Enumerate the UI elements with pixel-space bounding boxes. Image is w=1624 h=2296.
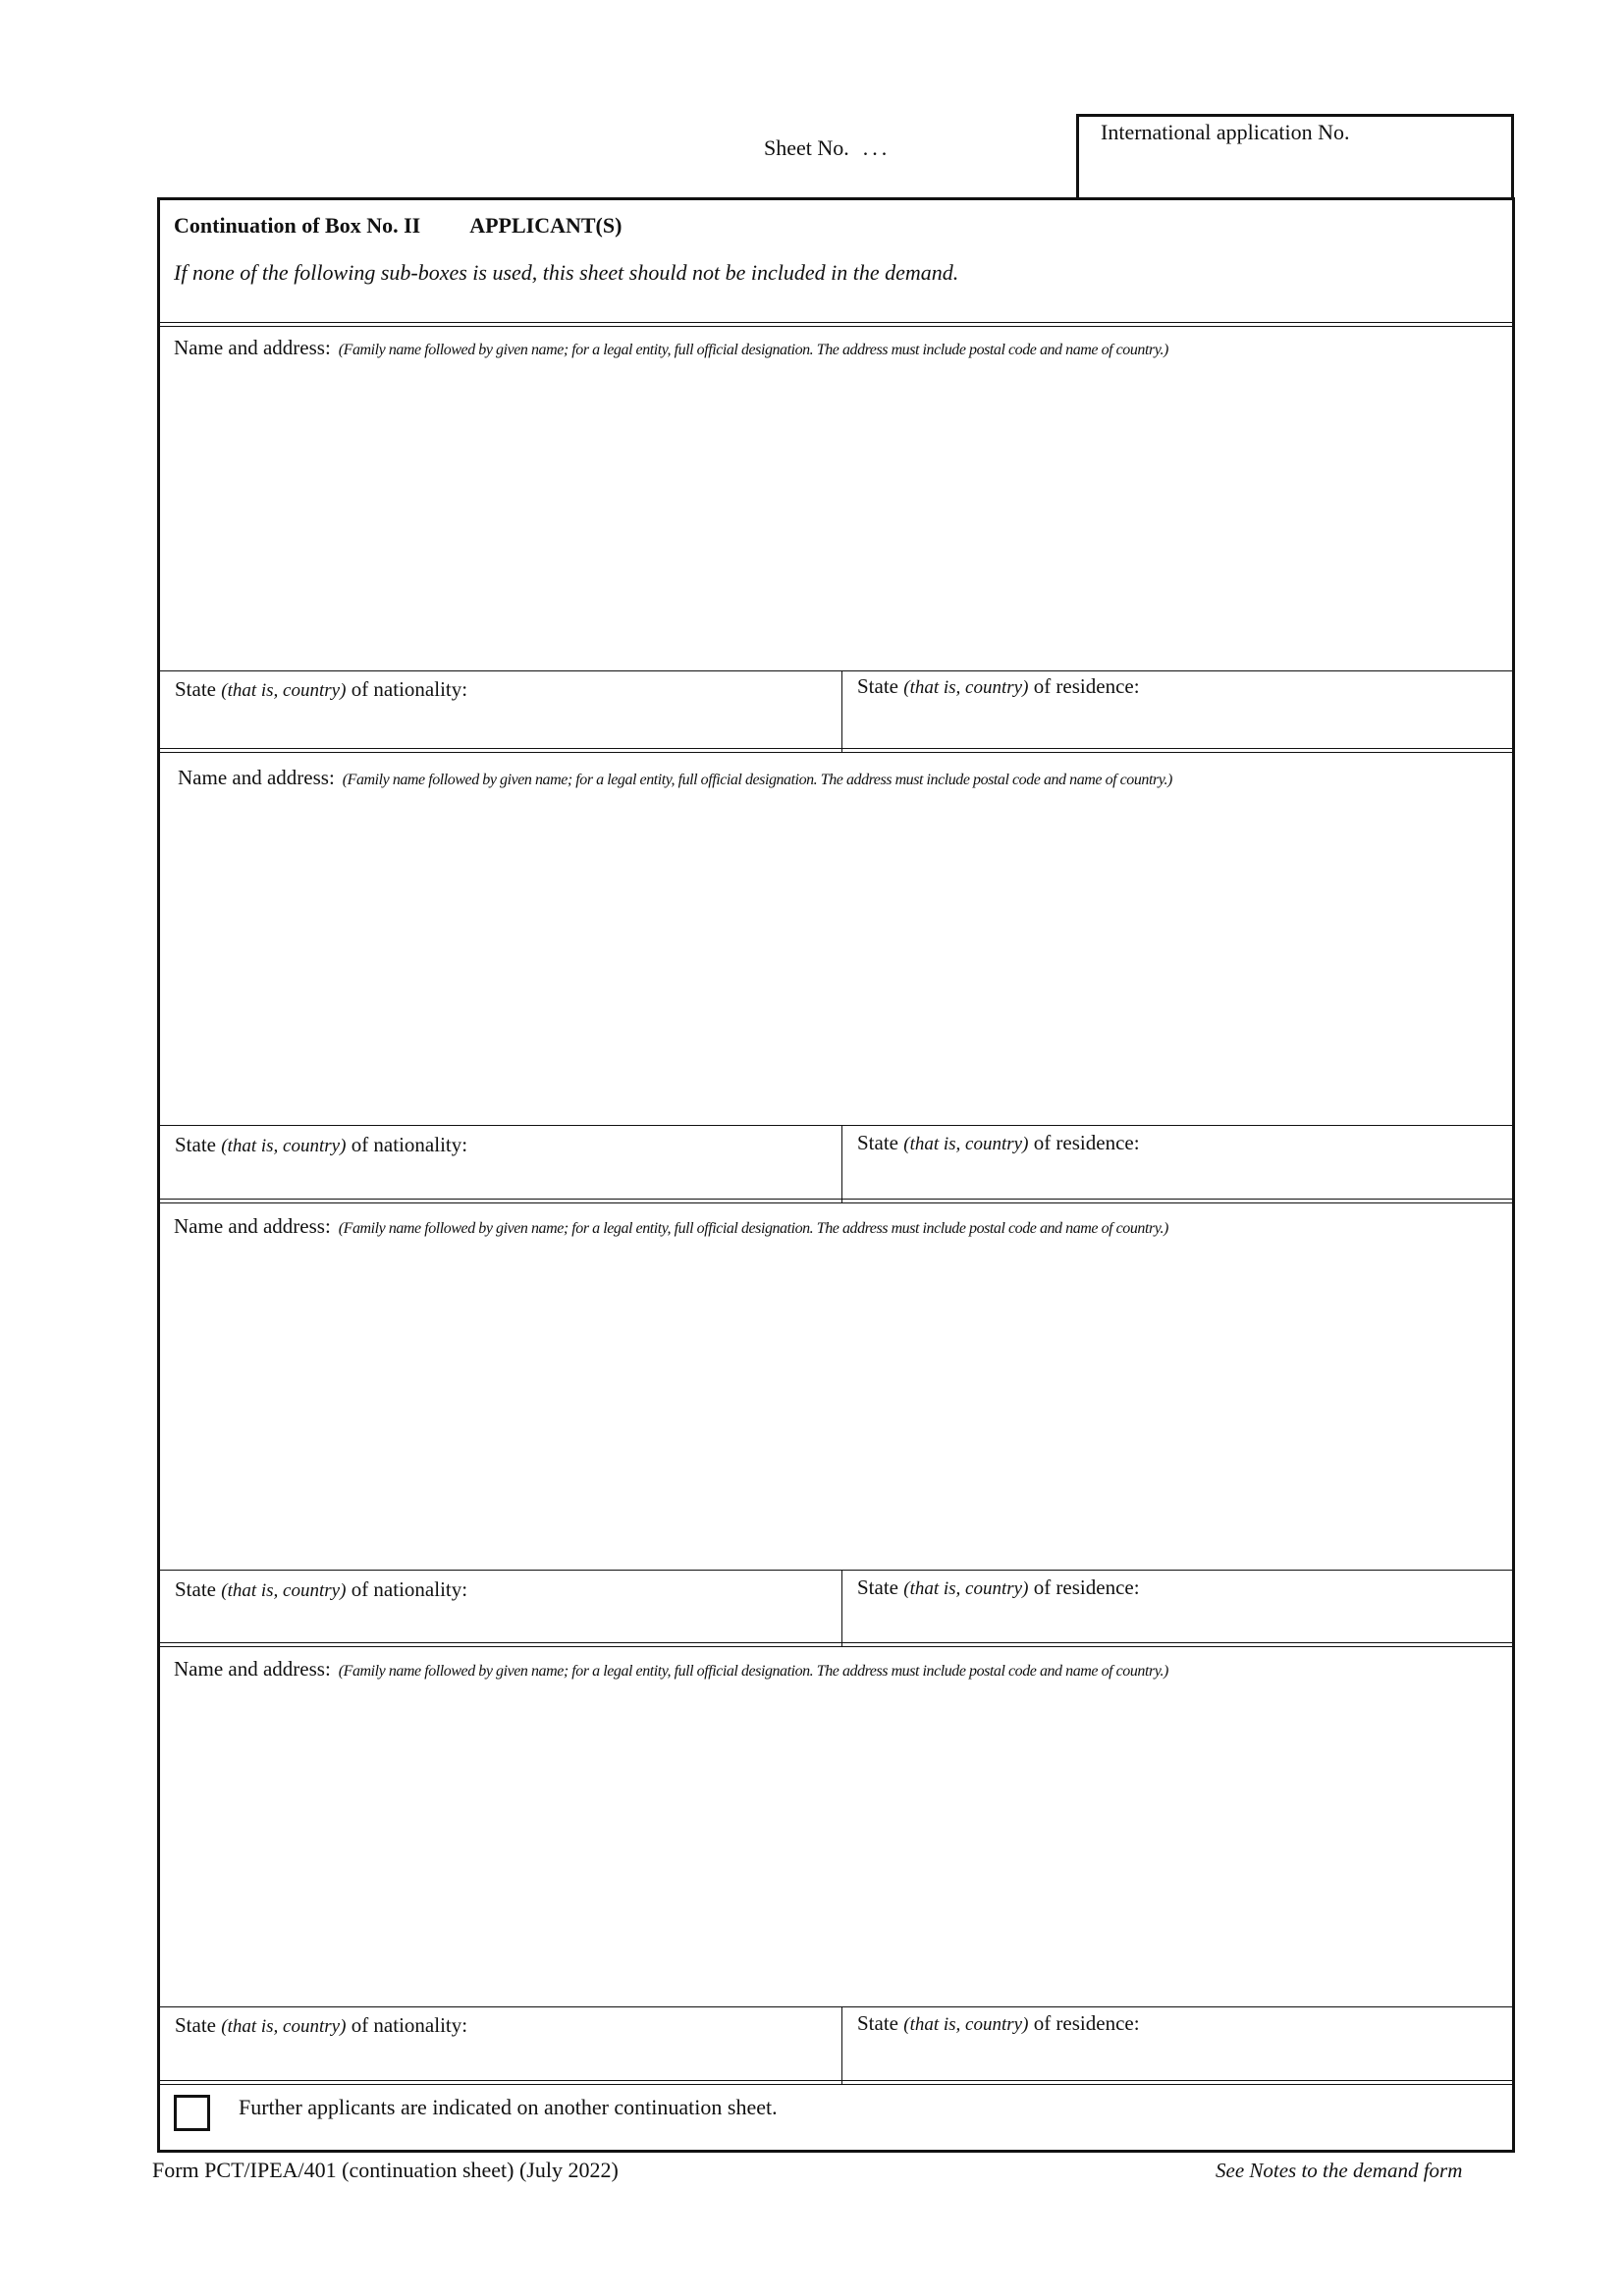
box-number-title: Continuation of Box No. II xyxy=(174,213,421,238)
further-applicants-checkbox[interactable] xyxy=(174,2095,210,2131)
applicant-2-state-divider xyxy=(841,1125,842,1202)
applicant-4-state-divider xyxy=(841,2006,842,2084)
applicant-4-name-address-label: Name and address: (Family name followed by given name; for a legal entity, full official designation. The address must include postal code and name of country.) xyxy=(174,1657,1168,1681)
sheet-number-dots: ... xyxy=(862,135,892,160)
sheet-number xyxy=(764,135,891,161)
applicant-1-state-divider xyxy=(841,670,842,752)
applicant-4-residence-label[interactable]: State (that is, country) of residence: xyxy=(857,2011,1140,2035)
applicants-heading: APPLICANT(S) xyxy=(469,213,623,238)
applicant-1-bottom-divider xyxy=(160,748,1512,753)
applicant-2-name-address-label: Name and address: (Family name followed by given name; for a legal entity, full official designation. The address must include postal code and name of country.) xyxy=(178,766,1172,789)
continuation-box-frame xyxy=(157,197,1515,2153)
applicant-4-nationality-label[interactable]: State (that is, country) of nationality: xyxy=(175,2013,468,2037)
applicant-3-residence-label[interactable]: State (that is, country) of residence: xyxy=(857,1575,1140,1599)
box-title xyxy=(174,213,622,239)
applicant-1-name-address-label: Name and address: (Family name followed by given name; for a legal entity, full official designation. The address must include postal code and name of country.) xyxy=(174,336,1168,359)
box-instruction: If none of the following sub-boxes is used, this sheet should not be included in the demand. xyxy=(174,260,959,285)
applicant-2-residence-label[interactable]: State (that is, country) of residence: xyxy=(857,1131,1140,1154)
applicant-3-nationality-label[interactable]: State (that is, country) of nationality: xyxy=(175,1577,468,1601)
form-identifier: Form PCT/IPEA/401 (continuation sheet) (July 2022) xyxy=(152,2158,619,2182)
applicant-3-state-divider xyxy=(841,1570,842,1646)
applicant-4-name-divider xyxy=(160,2006,1512,2007)
applicant-3-name-divider xyxy=(160,1570,1512,1571)
applicant-2-name-divider xyxy=(160,1125,1512,1126)
sheet-number-label: Sheet No. xyxy=(764,135,849,160)
header-divider xyxy=(160,322,1512,327)
international-application-number-label: International application No. xyxy=(1101,120,1350,144)
applicant-3-bottom-divider xyxy=(160,1642,1512,1647)
applicant-3-name-address-label: Name and address: (Family name followed by given name; for a legal entity, full official designation. The address must include postal code and name of country.) xyxy=(174,1214,1168,1238)
notes-reference: See Notes to the demand form xyxy=(1216,2159,1463,2182)
international-application-number-field[interactable] xyxy=(1076,114,1514,197)
applicant-2-bottom-divider xyxy=(160,1199,1512,1203)
applicant-4-bottom-divider xyxy=(160,2080,1512,2085)
applicant-1-name-divider xyxy=(160,670,1512,671)
applicant-2-nationality-label[interactable]: State (that is, country) of nationality: xyxy=(175,1133,468,1156)
further-applicants-label: Further applicants are indicated on another continuation sheet. xyxy=(239,2095,778,2119)
applicant-1-residence-label[interactable]: State (that is, country) of residence: xyxy=(857,674,1140,698)
applicant-1-nationality-label[interactable]: State (that is, country) of nationality: xyxy=(175,677,468,701)
